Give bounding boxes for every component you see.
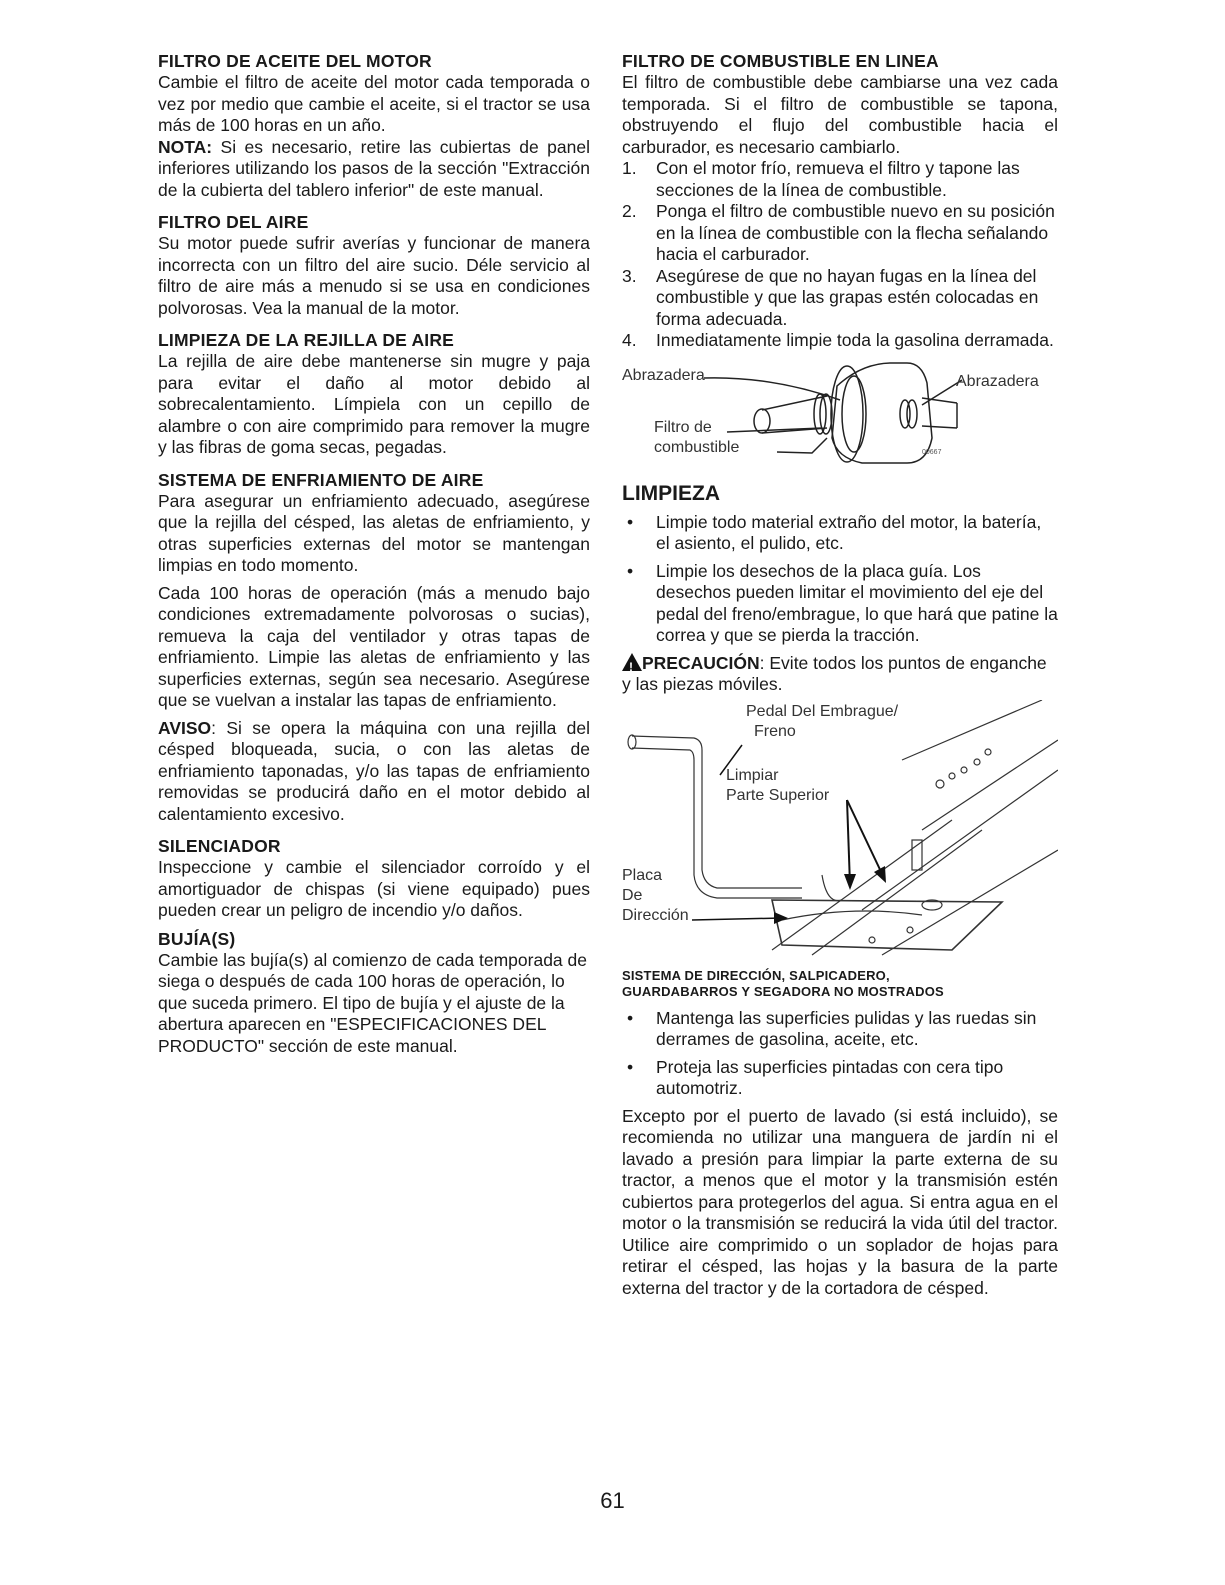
note-label: NOTA: — [158, 136, 213, 157]
step-text: Con el motor frío, remueva el filtro y tapone las secciones de la línea de combustible. — [656, 158, 1020, 200]
step-text: Ponga el filtro de combustible nuevo en su posición en la línea de combustible con la flecha señalando hacia el carburador. — [656, 201, 1055, 264]
bullet-text: Proteja las superficies pintadas con cera tipo automotriz. — [656, 1056, 1004, 1098]
note-text: Si es necesario, retire las cubiertas de panel inferiores utilizando los pasos de la sección "Extracción de la cubierta del tablero inferior" de este manual. — [158, 136, 590, 200]
step-number: 1. — [622, 158, 637, 178]
cleaning-list — [622, 512, 1058, 647]
placa-label-line1: Placa — [622, 866, 663, 884]
bullet-text: Limpie los desechos de la placa guía. Los desechos pueden limitar el movimiento del eje del pedal del freno/embrague, lo que hará que patine la correa y que se pierda la tracción. — [656, 560, 1058, 645]
fuel-filter-figure — [622, 358, 1058, 476]
list-item: • Mantenga las superficies pulidas y las ruedas sin derrames de gasolina, aceite, etc. — [627, 1007, 1037, 1049]
precaucion-paragraph — [622, 653, 1058, 696]
left-column — [158, 50, 590, 1057]
paragraph: Excepto por el puerto de lavado (si está incluido), se recomienda no utilizar una manguera de jardín ni el lavado a presión para limpiar la parte externa de su tractor, a menos que el motor y la transmisión estén cubiertos para protegerlos del agua. Si entra agua en el motor o la transmisión se reducirá la vida útil del tractor. Utilice aire comprimido o un soplador de hojas para retirar el césped, las hojas y la basura de la parte externa del tractor y de la cortadora de césped. — [622, 1105, 1058, 1298]
section-title: BUJÍA(S) — [158, 928, 236, 949]
pedal-label-line2: Freno — [754, 722, 796, 740]
paragraph: Cada 100 horas de operación (más a menudo bajo condiciones extremadamente polvorosas o sucias), remueva la caja del ventilador y otras tapas de enfriamiento. Limpie las aletas de enfriamiento y las superficies externas, según sea necesario. Asegúrese que se vuelvan a instalar las tapas de enfriamiento. — [158, 582, 590, 710]
precaucion-text: : Evite todos los puntos de enganche y las piezas móviles. — [622, 652, 1047, 694]
right-column — [622, 50, 1058, 1299]
limpieza-title: LIMPIEZA — [622, 481, 720, 505]
steps-list — [622, 158, 1058, 352]
list-item — [622, 201, 1058, 266]
paragraph: Cambie el filtro de aceite del motor cada temporada o vez por medio que cambie el aceite, si el tractor se usa más de 100 horas en un año. — [158, 72, 590, 135]
figure-caption-line1: SISTEMA DE DIRECCIÓN, SALPICADERO, — [622, 967, 890, 983]
section-title: FILTRO DE COMBUSTIBLE EN LINEA — [622, 51, 939, 71]
section-title: FILTRO DE ACEITE DEL MOTOR — [158, 51, 432, 71]
aviso-text: : Si se opera la máquina con una rejilla del césped bloqueada, sucia, o con las aletas de enfriamiento taponadas, y/o las tapas de enfriamiento removidas se producirá daño en el motor debido al calentamiento excesivo. — [158, 717, 590, 824]
aviso-label: AVISO — [158, 717, 212, 738]
clamp-right-label: Abrazadera — [956, 372, 1039, 390]
protection-list — [622, 1008, 1058, 1100]
pedal-label-line1: Pedal Del Embrague/ — [746, 702, 899, 720]
placa-label-line2: De — [622, 886, 643, 904]
bullet-text: Limpie todo material extraño del motor, la batería, el asiento, el pulido, etc. — [656, 511, 1042, 553]
aviso-paragraph — [158, 718, 590, 826]
section-title: LIMPIEZA DE LA REJILLA DE AIRE — [158, 330, 455, 350]
paragraph: Inspeccione y cambie el silenciador corroído y el amortiguador de chispas (si viene equipado) pues pueden crear un peligro de incendio y/o daños. — [158, 857, 590, 920]
page-number: 61 — [600, 1488, 625, 1513]
list-item — [622, 158, 1058, 201]
list-item: • Proteja las superficies pintadas con cera tipo automotriz. — [627, 1056, 1004, 1098]
paragraph: Su motor puede sufrir averías y funcionar de manera incorrecta con un filtro del aire sucio. Déle servicio al filtro de aire más a menudo si se usa en condiciones polvorosas. Vea la manual de la motor. — [158, 233, 590, 318]
section-title: SISTEMA DE ENFRIAMIENTO DE AIRE — [158, 469, 484, 490]
paragraph: El filtro de combustible debe cambiarse una vez cada temporada. Si el filtro de combustible se tapona, obstruyendo el flujo del combustible hacia el carburador, es necesario cambiarlo. — [622, 72, 1058, 157]
paragraph: Para asegurar un enfriamiento adecuado, asegúrese que la rejilla del césped, las aletas de enfriamiento, y otras superficies externas del motor se mantengan limpias en todo momento. — [158, 490, 590, 575]
part-code: 00667 — [922, 448, 942, 456]
step-text: Inmediatamente limpie toda la gasolina derramada. — [656, 330, 1054, 350]
note-paragraph — [158, 137, 590, 202]
limpiar-label-line2: Parte Superior — [726, 786, 830, 804]
step-number: 4. — [622, 330, 637, 350]
limpiar-label-line1: Limpiar — [726, 766, 779, 784]
clamp-left-label: Abrazadera — [622, 366, 705, 384]
precaucion-label: PRECAUCIÓN — [642, 652, 760, 673]
paragraph: Cambie las bujía(s) al comienzo de cada temporada de siega o después de cada 100 horas de operación, lo que suceda primero. El tipo de bujía y el ajuste de la abertura aparecen en "ESPECIFICACIONES DEL PRODUCTO" sección de este manual. — [158, 949, 587, 1056]
bullet-text: Mantenga las superficies pulidas y las ruedas sin derrames de gasolina, aceite, etc. — [656, 1007, 1037, 1049]
placa-label-line3: Dirección — [622, 906, 689, 924]
section-title: SILENCIADOR — [158, 836, 281, 856]
list-item: • Limpie los desechos de la placa guía. Los desechos pueden limitar el movimiento del eje del pedal del freno/embrague, lo que hará que patine la correa y que se pierda la tracción. — [627, 560, 1058, 645]
list-item — [622, 330, 1058, 352]
step-number: 2. — [622, 201, 637, 221]
filter-label-line2: combustible — [654, 438, 740, 456]
section-title: FILTRO DEL AIRE — [158, 212, 309, 232]
step-number: 3. — [622, 265, 637, 286]
figure-caption-line2: GUARDABARROS Y SEGADORA NO MOSTRADOS — [622, 983, 944, 999]
filter-label-line1: Filtro de — [654, 418, 712, 436]
warning-icon: ! — [622, 653, 642, 671]
step-text: Asegúrese de que no hayan fugas en la línea del combustible y que las grapas estén colocadas en forma adecuada. — [656, 265, 1039, 329]
list-item — [622, 266, 1058, 331]
guide-plate-figure — [622, 700, 1058, 962]
list-item: • Limpie todo material extraño del motor, la batería, el asiento, el pulido, etc. — [627, 511, 1042, 553]
paragraph: La rejilla de aire debe mantenerse sin mugre y paja para evitar el daño al motor debido al sobrecalentamiento. Límpiela con un cepillo de alambre o con aire comprimido para remover la mugre y las fibras de goma secas, pegadas. — [158, 351, 590, 457]
